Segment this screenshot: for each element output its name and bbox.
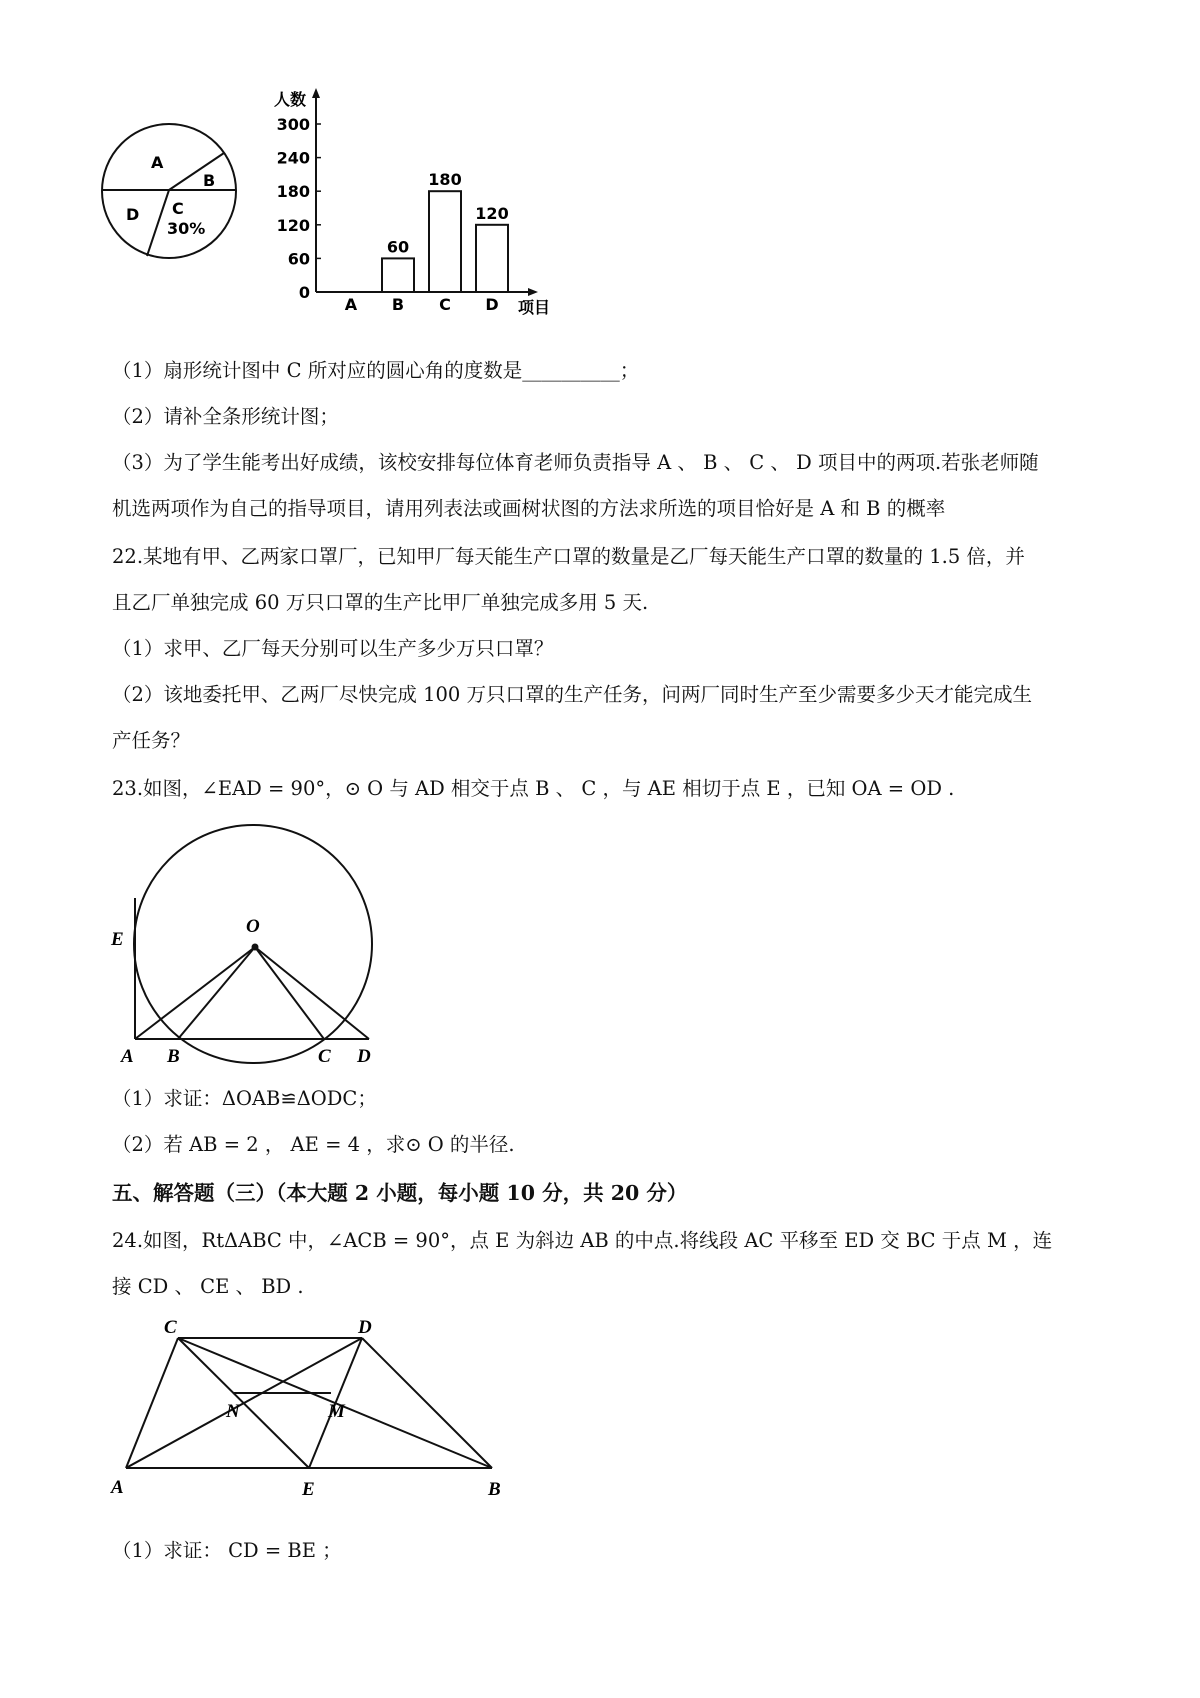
q23-part1: （1）求证：ΔOAB≌ΔODC； (112, 1087, 377, 1110)
fig24-label-b: B (488, 1479, 501, 1500)
q21-part3-line1: （3）为了学生能考出好成绩，该校安排每位体育老师负责指导 A 、 B 、 C 、 D 项目中的两项.若张老师随 (112, 451, 1039, 474)
q22-line1: 22.某地有甲、乙两家口罩厂，已知甲厂每天能生产口罩的数量是乙厂每天能生产口罩的数量的 1.5 倍，并 (112, 545, 1025, 568)
fig24-label-a: A (111, 1477, 124, 1498)
fig23-line-oa (135, 947, 255, 1039)
fig23-label-o: O (246, 916, 260, 937)
q21-part2: （2）请补全条形统计图； (112, 405, 339, 428)
bar-chart-category-label: B (391, 295, 405, 314)
bar-chart-y-tick-label: 60 (287, 249, 310, 269)
fig24-label-m: M (328, 1401, 345, 1422)
q21-part1: （1）扇形统计图中 C 所对应的圆心角的度数是__________； (112, 359, 640, 382)
fig23-label-c: C (318, 1046, 331, 1067)
bar-chart (268, 88, 598, 328)
fig23-label-e: E (111, 929, 124, 950)
fig24-label-c: C (164, 1317, 177, 1338)
bar-chart-y-axis-label: 人数 (274, 90, 307, 109)
q22-part2-line2: 产任务？ (112, 729, 191, 752)
figure-23 (110, 828, 380, 1068)
fig24-label-n: N (226, 1401, 240, 1422)
bar-chart-bar (476, 225, 508, 292)
pie-divider-cd (147, 190, 169, 256)
q22-line2: 且乙厂单独完成 60 万只口罩的生产比甲厂单独完成多用 5 天. (112, 591, 649, 614)
section-5-heading: 五、解答题（三）（本大题 2 小题，每小题 10 分，共 20 分） (112, 1181, 688, 1205)
fig23-label-a: A (121, 1046, 134, 1067)
q23-part2: （2）若 AB = 2 ， AE = 4 ，求⊙ O 的半径. (112, 1133, 515, 1156)
fig24-line-db (362, 1338, 492, 1468)
fig23-line-ob (178, 947, 255, 1039)
fig24-line-ad (126, 1338, 362, 1468)
fig23-circle-o (134, 825, 372, 1063)
bar-chart-data-label: 60 (386, 237, 410, 257)
fig23-line-od (255, 947, 369, 1039)
fig23-label-b: B (167, 1046, 180, 1067)
q22-part1: （1）求甲、乙厂每天分别可以生产多少万只口罩？ (112, 637, 554, 660)
q24-part1: （1）求证： CD = BE ； (112, 1539, 342, 1562)
pie-label-a: A (151, 153, 164, 172)
pie-divider-ab (169, 153, 224, 190)
fig23-label-d: D (357, 1046, 371, 1067)
bar-chart-x-arrow (528, 288, 538, 296)
pie-label-d: D (126, 205, 140, 224)
bar-chart-y-tick-label: 0 (298, 283, 310, 302)
q21-part3-line2: 机选两项作为自己的指导项目，请用列表法或画树状图的方法求所选的项目恰好是 A 和 B 的概率 (112, 497, 946, 520)
pie-label-b: B (203, 171, 216, 190)
bar-chart-y-tick-label: 300 (276, 115, 310, 134)
bar-chart-data-label: 180 (428, 170, 462, 190)
fig24-line-ac (126, 1338, 178, 1468)
q22-part2-line1: （2）该地委托甲、乙两厂尽快完成 100 万只口罩的生产任务，问两厂同时生产至少需要多少天才能完成生 (112, 683, 1033, 706)
bar-chart-bar (382, 258, 414, 292)
fig23-point-o (252, 944, 259, 951)
bar-chart-category-label: A (344, 295, 358, 314)
bar-chart-category-label: D (485, 295, 499, 314)
pie-label-c-percent: 30% (167, 219, 206, 238)
bar-chart-data-label: 120 (475, 203, 509, 223)
fig24-label-e: E (302, 1479, 315, 1500)
bar-chart-category-label: C (439, 295, 451, 314)
bar-chart-x-axis-label: 项目 (518, 298, 551, 317)
q24-line1: 24.如图，RtΔABC 中，∠ACB = 90°，点 E 为斜边 AB 的中点.将线段 AC 平移至 ED 交 BC 于点 M ，连 (112, 1229, 1053, 1252)
fig23-line-oc (255, 947, 324, 1039)
bar-chart-y-tick-label: 120 (276, 215, 310, 235)
q23-stem: 23.如图，∠EAD = 90°，⊙ O 与 AD 相交于点 B 、 C ，与 AE 相切于点 E ，已知 OA = OD . (112, 777, 955, 800)
bar-chart-y-arrow (312, 88, 320, 98)
figure-24 (106, 1318, 506, 1518)
bar-chart-y-tick-label: 180 (276, 182, 310, 202)
pie-chart (99, 121, 249, 271)
fig24-label-d: D (358, 1317, 372, 1338)
pie-label-c: C (172, 199, 184, 218)
bar-chart-y-tick-label: 240 (276, 148, 310, 168)
bar-chart-bar (429, 191, 461, 292)
q24-line2: 接 CD 、 CE 、 BD . (112, 1275, 304, 1298)
